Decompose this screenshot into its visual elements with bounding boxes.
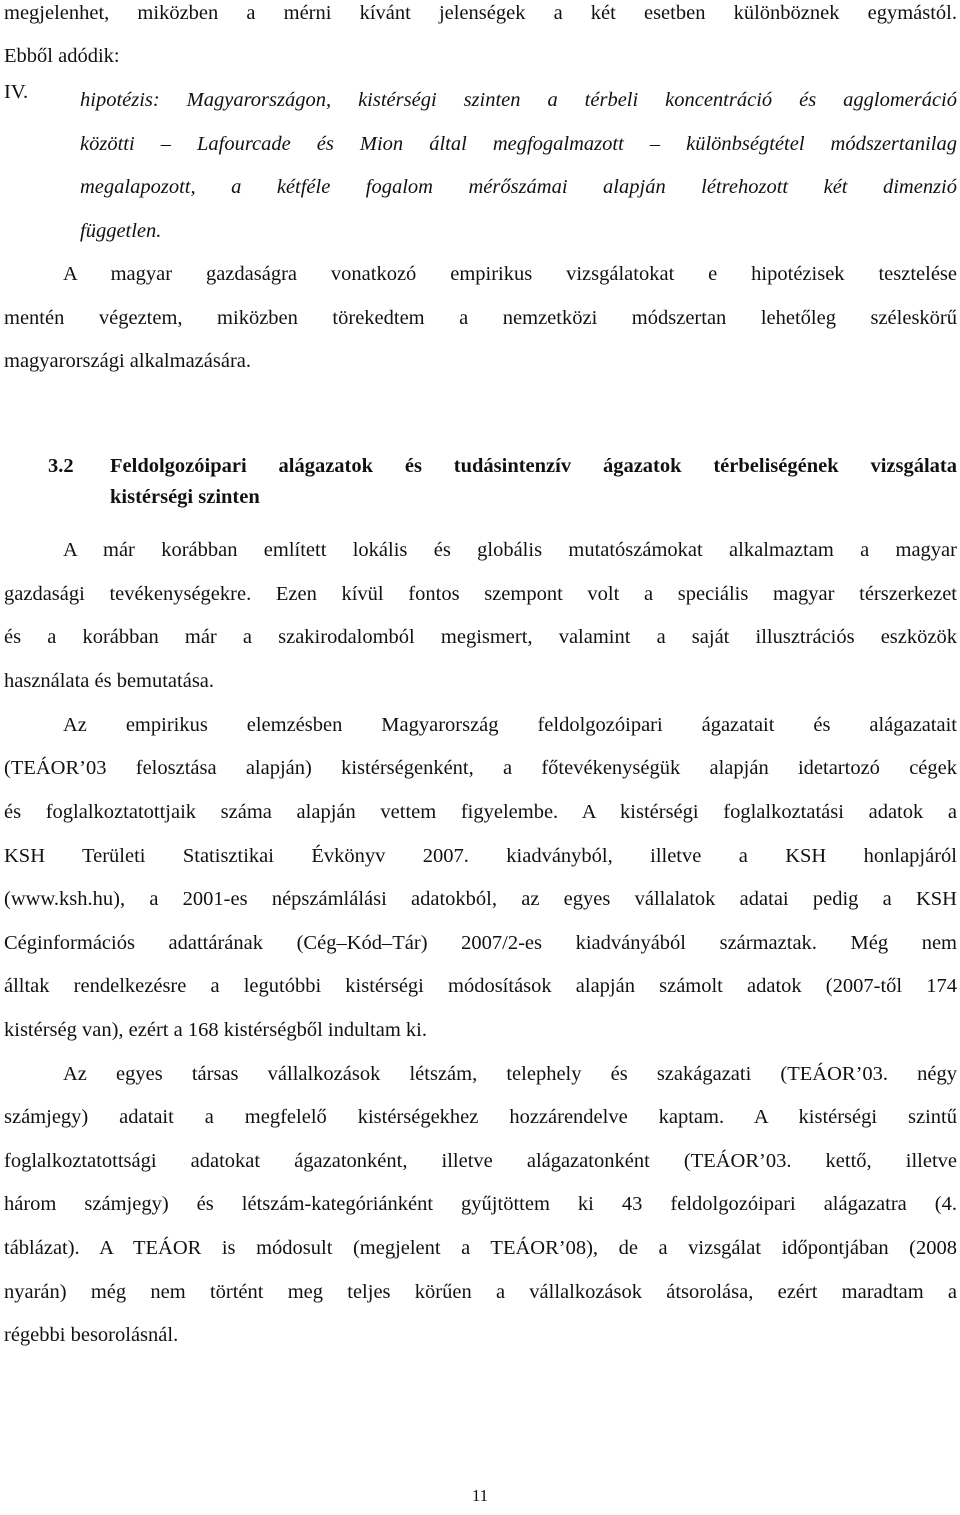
para2-line-3: és a korábban már a szakirodalomból megismert, valamint a saját illusztrációs eszközök — [4, 626, 957, 648]
para3-line-8: kistérség van), ezért a 168 kistérségből indultam ki. — [4, 1019, 427, 1041]
para1-line-3: magyarországi alkalmazására. — [4, 350, 252, 372]
para4-line-5: táblázat). A TEÁOR is módosult (megjelent a TEÁOR’08), de a vizsgálat időpontjában (2008 — [4, 1237, 957, 1259]
para4-line-2: számjegy) adatait a megfelelő kistérségekhez hozzárendelve kaptam. A kistérségi szintű — [4, 1106, 957, 1128]
page-number: 11 — [471, 1486, 489, 1505]
para3-line-2: (TEÁOR’03 felosztása alapján) kistérségenként, a főtevékenységük alapján idetartozó cégek — [4, 757, 957, 779]
hypothesis-line-4: független. — [80, 220, 162, 242]
para1-line-2: mentén végeztem, miközben törekedtem a nemzetközi módszertan lehetőleg széleskörű — [4, 307, 957, 329]
para1-line-1: A magyar gazdaságra vonatkozó empirikus vizsgálatokat e hipotézisek tesztelése — [63, 263, 957, 285]
section-title-line-1: Feldolgozóipari alágazatok és tudásintenzív ágazatok térbeliségének vizsgálata — [110, 455, 957, 477]
para3-line-5: (www.ksh.hu), a 2001-es népszámlálási adatokból, az egyes vállalatok adatai pedig a KSH — [4, 888, 957, 910]
section-heading — [4, 454, 957, 514]
intro-line-2: Ebből adódik: — [4, 45, 120, 67]
hypothesis-line-3: megalapozott, a kétféle fogalom mérőszámai alapján létrehozott két dimenzió — [80, 176, 957, 198]
para3-line-3: és foglalkoztatottjaik száma alapján vettem figyelembe. A kistérségi foglalkoztatási adatok a — [4, 801, 957, 823]
section-title-line-2: kistérségi szinten — [110, 486, 260, 508]
hypothesis-line-2: közötti – Lafourcade és Mion által megfogalmazott – különbségtétel módszertanilag — [80, 133, 957, 155]
intro-line-1: megjelenhet, miközben a mérni kívánt jelenségek a két esetben különböznek egymástól. — [4, 2, 957, 24]
para2-line-4: használata és bemutatása. — [4, 670, 215, 692]
para3-line-1: Az empirikus elemzésben Magyarország feldolgozóipari ágazatait és alágazatait — [63, 714, 957, 736]
para3-line-4: KSH Területi Statisztikai Évkönyv 2007. kiadványból, illetve a KSH honlapjáról — [4, 845, 957, 867]
para2-line-1: A már korábban említett lokális és globális mutatószámokat alkalmaztam a magyar — [63, 539, 957, 561]
section-number: 3.2 — [48, 455, 74, 477]
para4-line-6: nyarán) még nem történt meg teljes körűen a vállalkozások átsorolása, ezért maradtam a — [4, 1281, 957, 1303]
hypothesis-label: IV. — [4, 81, 29, 103]
para3-line-6: Céginformációs adattárának (Cég–Kód–Tár) 2007/2-es kiadványából származtak. Még nem — [4, 932, 957, 954]
para2-line-2: gazdasági tevékenységekre. Ezen kívül fontos szempont volt a speciális magyar térszerkezet — [4, 583, 957, 605]
para4-line-7: régebbi besorolásnál. — [4, 1324, 179, 1346]
hypothesis-line-1: hipotézis: Magyarországon, kistérségi szinten a térbeli koncentráció és agglomeráció — [80, 89, 957, 111]
para4-line-3: foglalkoztatottsági adatokat ágazatonként, illetve alágazatonként (TEÁOR’03. kettő, illetve — [4, 1150, 957, 1172]
para4-line-1: Az egyes társas vállalkozások létszám, telephely és szakágazati (TEÁOR’03. négy — [63, 1063, 957, 1085]
para4-line-4: három számjegy) és létszám-kategóriánként gyűjtöttem ki 43 feldolgozóipari alágazatra (4. — [4, 1193, 957, 1215]
para3-line-7: álltak rendelkezésre a legutóbbi kistérségi módosítások alapján számolt adatok (2007-től 174 — [4, 975, 957, 997]
